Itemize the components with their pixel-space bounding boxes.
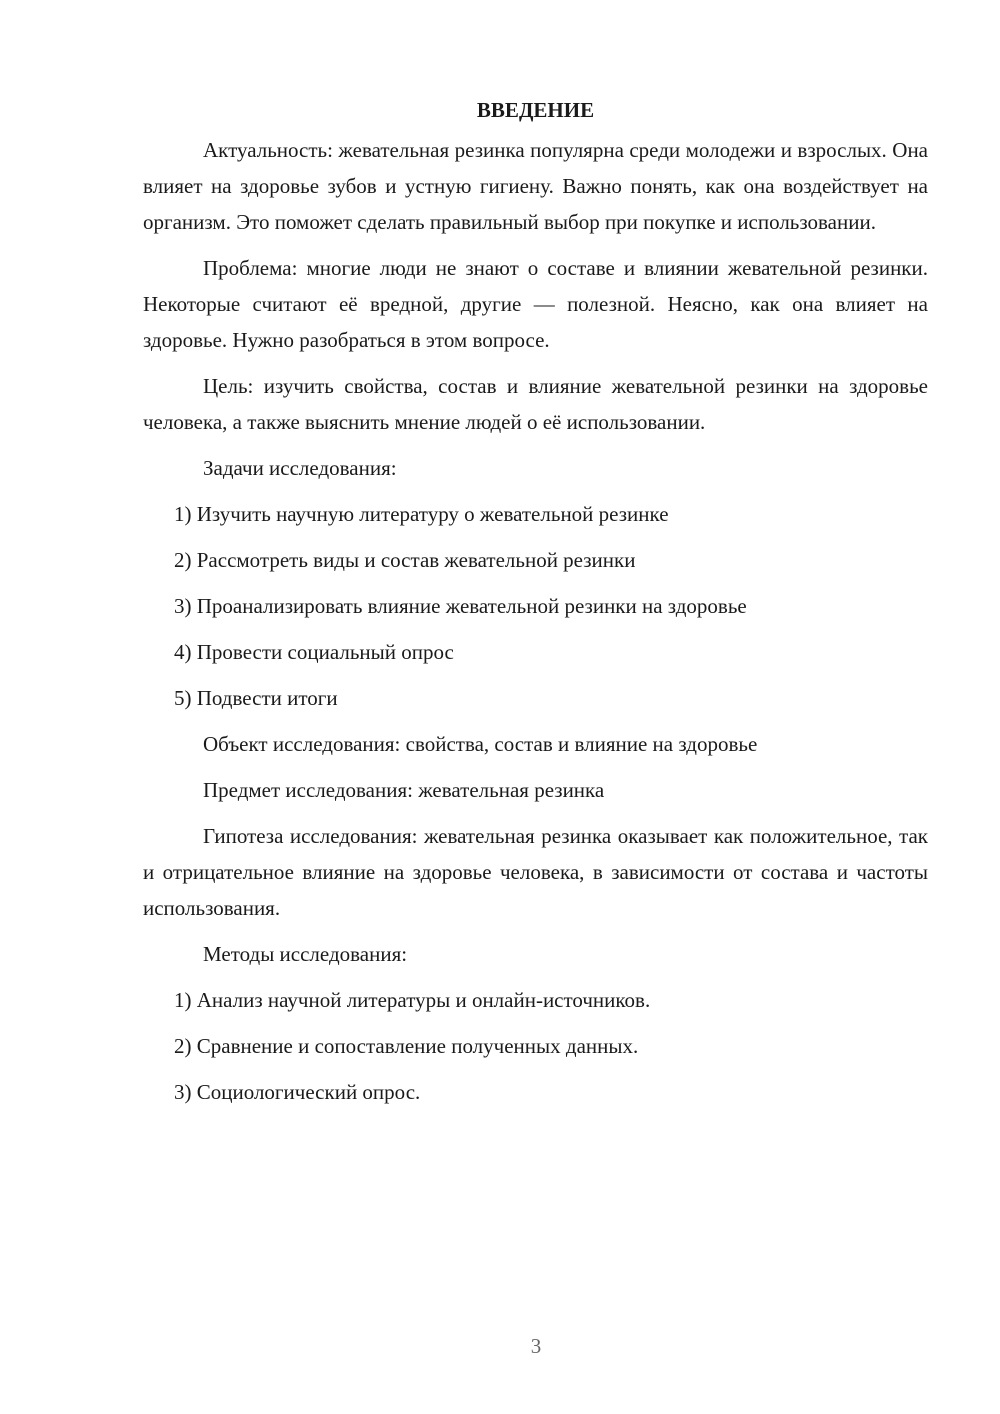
method-item: 2) Сравнение и сопоставление полученных данных. [174, 1034, 639, 1058]
object-line: Объект исследования: свойства, состав и влияние на здоровье [203, 732, 758, 756]
problem-paragraph: Проблема: многие люди не знают о составе и влиянии жевательной резинки. Некоторые считают её вредной, другие — полезной. Неясно, как она влияет на здоровье. Нужно разобраться в этом вопросе. [143, 256, 928, 352]
page-number: 3 [530, 1334, 542, 1358]
goal-paragraph: Цель: изучить свойства, состав и влияние жевательной резинки на здоровье человека, а также выяснить мнение людей о её использовании. [143, 374, 928, 434]
page-content [143, 92, 928, 1120]
task-item: 3) Проанализировать влияние жевательной резинки на здоровье [174, 594, 747, 618]
relevance-paragraph: Актуальность: жевательная резинка популярна среди молодежи и взрослых. Она влияет на здоровье зубов и устную гигиену. Важно понять, как она воздействует на организм. Это поможет сделать правильный выбор при покупке и использовании. [143, 138, 928, 234]
methods-heading: Методы исследования: [203, 942, 408, 966]
methods-list [143, 982, 928, 1110]
hypothesis-paragraph: Гипотеза исследования: жевательная резинка оказывает как положительное, так и отрицательное влияние на здоровье человека, в зависимости от состава и частоты использования. [143, 824, 928, 920]
task-item: 2) Рассмотреть виды и состав жевательной резинки [174, 548, 636, 572]
method-item: 1) Анализ научной литературы и онлайн-источников. [174, 988, 651, 1012]
task-item: 1) Изучить научную литературу о жевательной резинке [174, 502, 669, 526]
task-item: 5) Подвести итоги [174, 686, 338, 710]
page-title: ВВЕДЕНИЕ [476, 98, 595, 122]
subject-line: Предмет исследования: жевательная резинка [203, 778, 605, 802]
method-item: 3) Социологический опрос. [174, 1080, 421, 1104]
tasks-list [143, 496, 928, 716]
tasks-heading: Задачи исследования: [203, 456, 397, 480]
task-item: 4) Провести социальный опрос [174, 640, 454, 664]
